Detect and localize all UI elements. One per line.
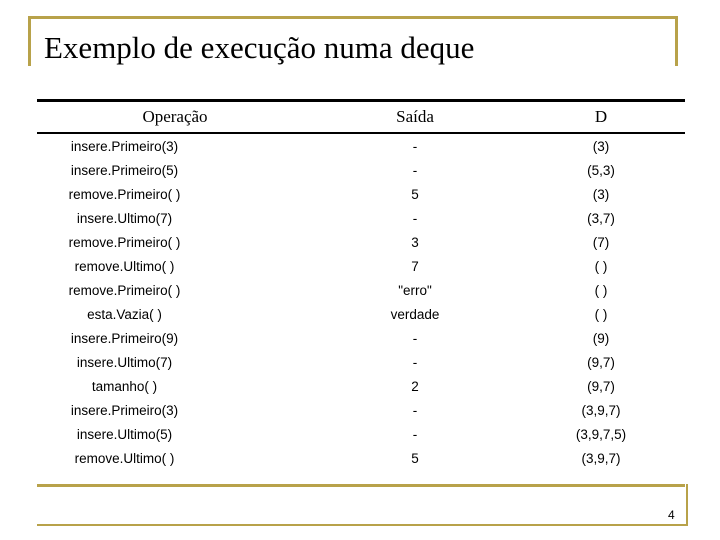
table-row [37, 230, 685, 254]
table-row [37, 302, 685, 326]
cell-operacao [37, 158, 313, 182]
cell-d: ( ) [594, 258, 608, 274]
table-row [37, 350, 685, 374]
operation-text: insere.Primeiro(3) [70, 138, 179, 154]
deque-table-container [37, 99, 685, 470]
cell-operacao [37, 326, 313, 350]
table-row [37, 422, 685, 446]
cell-operacao [37, 422, 313, 446]
cell-saida: - [412, 426, 418, 442]
table-row [37, 158, 685, 182]
cell-operacao [37, 182, 313, 206]
table-row [37, 182, 685, 206]
operation-text: insere.Ultimo(7) [76, 354, 173, 370]
cell-saida: - [412, 402, 418, 418]
cell-saida: 5 [411, 186, 419, 202]
table-row [37, 254, 685, 278]
table-body [37, 133, 685, 470]
cell-d: (7) [592, 234, 610, 250]
frame-bottom-right-line [686, 484, 688, 524]
deque-execution-table [37, 102, 685, 470]
cell-d: (3) [592, 186, 610, 202]
cell-saida: 2 [411, 378, 419, 394]
header-d: D [517, 102, 685, 133]
cell-saida: - [412, 210, 418, 226]
cell-saida: - [412, 138, 418, 154]
operation-text: remove.Primeiro( ) [68, 282, 181, 298]
cell-saida: "erro" [398, 282, 432, 298]
header-operacao: Operação [37, 102, 313, 133]
cell-saida: 3 [411, 234, 419, 250]
cell-d: ( ) [594, 306, 608, 322]
operation-text: tamanho( ) [91, 378, 158, 394]
operation-text: remove.Primeiro( ) [68, 186, 181, 202]
cell-operacao [37, 278, 313, 302]
cell-saida: - [412, 354, 418, 370]
cell-d: (9,7) [587, 354, 615, 370]
frame-right-line [675, 16, 678, 66]
cell-operacao [37, 230, 313, 254]
cell-d: (3,7) [587, 210, 615, 226]
cell-operacao [37, 302, 313, 326]
cell-operacao [37, 398, 313, 422]
table-row [37, 446, 685, 470]
table-header-row [37, 102, 685, 133]
cell-saida: - [412, 330, 418, 346]
operation-text: insere.Ultimo(5) [76, 426, 173, 442]
cell-saida: 5 [411, 450, 419, 466]
cell-saida: verdade [390, 306, 440, 322]
operation-text: remove.Primeiro( ) [68, 234, 181, 250]
cell-d: (9) [592, 330, 610, 346]
cell-operacao [37, 374, 313, 398]
operation-text: insere.Primeiro(9) [70, 330, 179, 346]
cell-d: (3) [592, 138, 610, 154]
cell-d: (9,7) [587, 378, 615, 394]
operation-text: insere.Primeiro(5) [70, 162, 179, 178]
cell-d: (5,3) [587, 162, 615, 178]
operation-text: remove.Ultimo( ) [74, 450, 175, 466]
table-row [37, 278, 685, 302]
table-row [37, 398, 685, 422]
table-row [37, 206, 685, 230]
slide-title: Exemplo de execução numa deque [44, 30, 475, 65]
cell-operacao [37, 350, 313, 374]
cell-d: (3,9,7) [581, 450, 621, 466]
table-row [37, 133, 685, 158]
cell-d: ( ) [594, 282, 608, 298]
cell-operacao [37, 206, 313, 230]
frame-top-line [28, 16, 678, 19]
page-number: 4 [668, 508, 675, 522]
cell-saida: - [412, 162, 418, 178]
cell-d: (3,9,7,5) [575, 426, 627, 442]
cell-operacao [37, 254, 313, 278]
cell-operacao [37, 446, 313, 470]
cell-saida: 7 [411, 258, 419, 274]
operation-text: esta.Vazia( ) [87, 306, 162, 322]
frame-left-line [28, 16, 31, 66]
table-row [37, 326, 685, 350]
table-row [37, 374, 685, 398]
header-saida: Saída [313, 102, 517, 133]
cell-d: (3,9,7) [581, 402, 621, 418]
operation-text: insere.Ultimo(7) [76, 210, 173, 226]
operation-text: remove.Ultimo( ) [74, 258, 175, 274]
frame-bottom-line [37, 524, 688, 526]
operation-text: insere.Primeiro(3) [70, 402, 179, 418]
cell-operacao [37, 133, 313, 158]
table-bottom-line [37, 484, 685, 487]
